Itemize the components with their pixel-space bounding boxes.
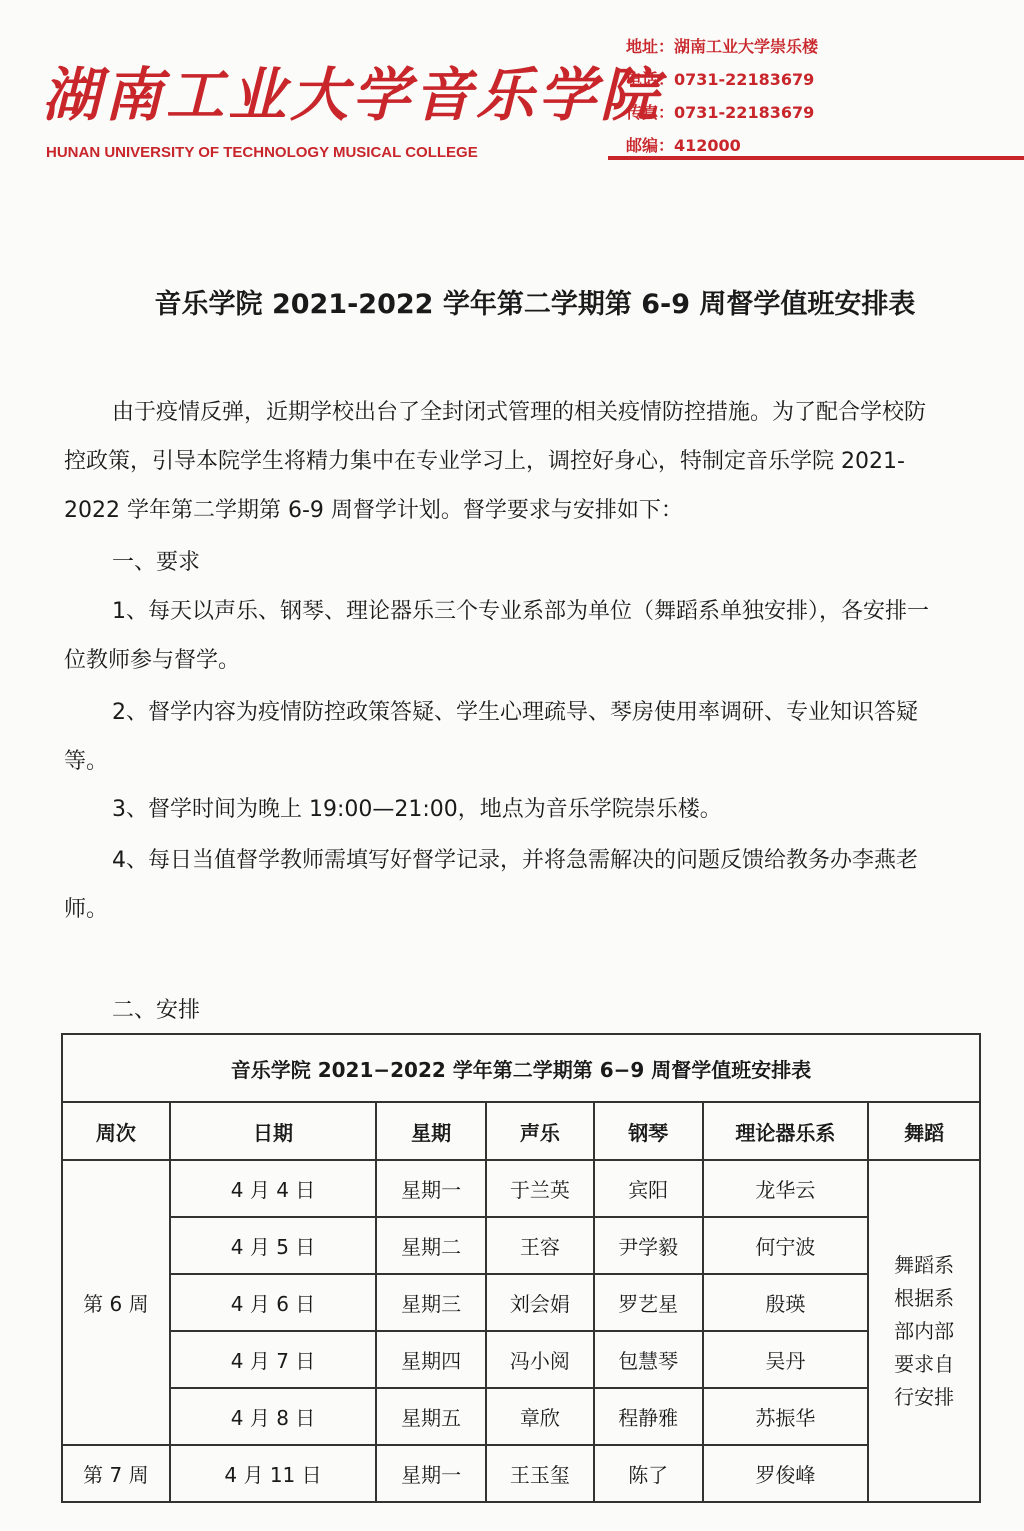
piano-teacher-cell: 陈了 <box>594 1445 703 1502</box>
dance-note-line: 要求自 <box>894 1351 955 1376</box>
postcode-line: 邮编：412000 <box>626 136 741 155</box>
table-row <box>62 1388 980 1445</box>
fax-line: 传真：0731-22183679 <box>626 103 815 122</box>
date-cell: 4 月 11 日 <box>170 1445 377 1502</box>
table-row <box>62 1445 980 1502</box>
theory-teacher-cell: 龙华云 <box>703 1160 869 1217</box>
requirement-4: 4、每日当值督学教师需填写好督学记录，并将急需解决的问题反馈给教务办李燕老师。 <box>64 848 918 922</box>
column-header-piano: 钢琴 <box>594 1102 703 1160</box>
table-row <box>62 1160 980 1217</box>
week-cell: 第 6 周 <box>62 1160 170 1445</box>
vocal-teacher-cell: 于兰英 <box>486 1160 594 1217</box>
theory-teacher-cell: 何宁波 <box>703 1217 869 1274</box>
weekday-cell: 星期一 <box>376 1445 486 1502</box>
phone-line: 电话：0731-22183679 <box>626 70 815 89</box>
dance-note-line: 舞蹈系 <box>894 1252 955 1277</box>
requirement-3: 3、督学时间为晚上 19:00—21:00，地点为音乐学院崇乐楼。 <box>112 797 722 822</box>
letterhead-divider <box>608 156 1024 160</box>
address-line: 地址：湖南工业大学崇乐楼 <box>626 37 819 56</box>
vocal-teacher-cell: 王玉玺 <box>486 1445 594 1502</box>
date-cell: 4 月 7 日 <box>170 1331 377 1388</box>
week-cell: 第 7 周 <box>62 1445 170 1502</box>
column-header-week: 周次 <box>62 1102 170 1160</box>
theory-teacher-cell: 殷瑛 <box>703 1274 869 1331</box>
date-cell: 4 月 8 日 <box>170 1388 377 1445</box>
table-caption: 音乐学院 2021−2022 学年第二学期第 6−9 周督学值班安排表 <box>62 1034 980 1102</box>
vocal-teacher-cell: 王容 <box>486 1217 594 1274</box>
piano-teacher-cell: 宾阳 <box>594 1160 703 1217</box>
table-row <box>62 1217 980 1274</box>
document-title: 音乐学院 2021-2022 学年第二学期第 6-9 周督学值班安排表 <box>154 289 916 320</box>
column-header-weekday: 星期 <box>376 1102 486 1160</box>
weekday-cell: 星期二 <box>376 1217 486 1274</box>
piano-teacher-cell: 尹学毅 <box>594 1217 703 1274</box>
dance-note-line: 部内部 <box>894 1318 955 1343</box>
weekday-cell: 星期四 <box>376 1331 486 1388</box>
piano-teacher-cell: 包慧琴 <box>594 1331 703 1388</box>
weekday-cell: 星期三 <box>376 1274 486 1331</box>
theory-teacher-cell: 罗俊峰 <box>703 1445 869 1502</box>
dance-note-line: 根据系 <box>894 1285 955 1310</box>
table-row <box>62 1331 980 1388</box>
column-header-date: 日期 <box>170 1102 377 1160</box>
college-logo-english: HUNAN UNIVERSITY OF TECHNOLOGY MUSICAL COLLEGE <box>46 144 478 161</box>
table-row <box>62 1274 980 1331</box>
intro-paragraph: 由于疫情反弹，近期学校出台了全封闭式管理的相关疫情防控措施。为了配合学校防控政策，引导本院学生将精力集中在专业学习上，调控好身心，特制定音乐学院 2021-2022 学年第二学期第 6-9 周督学计划。督学要求与安排如下： <box>64 400 927 523</box>
duty-schedule-table <box>61 1033 981 1503</box>
dance-note-cell <box>868 1160 980 1502</box>
theory-teacher-cell: 苏振华 <box>703 1388 869 1445</box>
dance-note-line: 行安排 <box>894 1384 955 1409</box>
requirement-2: 2、督学内容为疫情防控政策答疑、学生心理疏导、琴房使用率调研、专业知识答疑等。 <box>64 700 918 774</box>
college-logo-chinese: 湖南工业大学音乐学院 <box>42 61 663 129</box>
piano-teacher-cell: 程静雅 <box>594 1388 703 1445</box>
date-cell: 4 月 6 日 <box>170 1274 377 1331</box>
date-cell: 4 月 5 日 <box>170 1217 377 1274</box>
vocal-teacher-cell: 冯小阅 <box>486 1331 594 1388</box>
section-heading-schedule: 二、安排 <box>112 998 201 1023</box>
theory-teacher-cell: 吴丹 <box>703 1331 869 1388</box>
column-header-dance: 舞蹈 <box>868 1102 980 1160</box>
column-header-theory: 理论器乐系 <box>703 1102 869 1160</box>
contact-block <box>626 30 818 162</box>
weekday-cell: 星期五 <box>376 1388 486 1445</box>
date-cell: 4 月 4 日 <box>170 1160 377 1217</box>
section-heading-requirements: 一、要求 <box>112 550 201 575</box>
column-header-vocal: 声乐 <box>486 1102 594 1160</box>
vocal-teacher-cell: 刘会娟 <box>486 1274 594 1331</box>
weekday-cell: 星期一 <box>376 1160 486 1217</box>
vocal-teacher-cell: 章欣 <box>486 1388 594 1445</box>
letterhead <box>0 0 1024 190</box>
piano-teacher-cell: 罗艺星 <box>594 1274 703 1331</box>
requirement-1: 1、每天以声乐、钢琴、理论器乐三个专业系部为单位（舞蹈系单独安排），各安排一位教师参与督学。 <box>64 599 929 673</box>
